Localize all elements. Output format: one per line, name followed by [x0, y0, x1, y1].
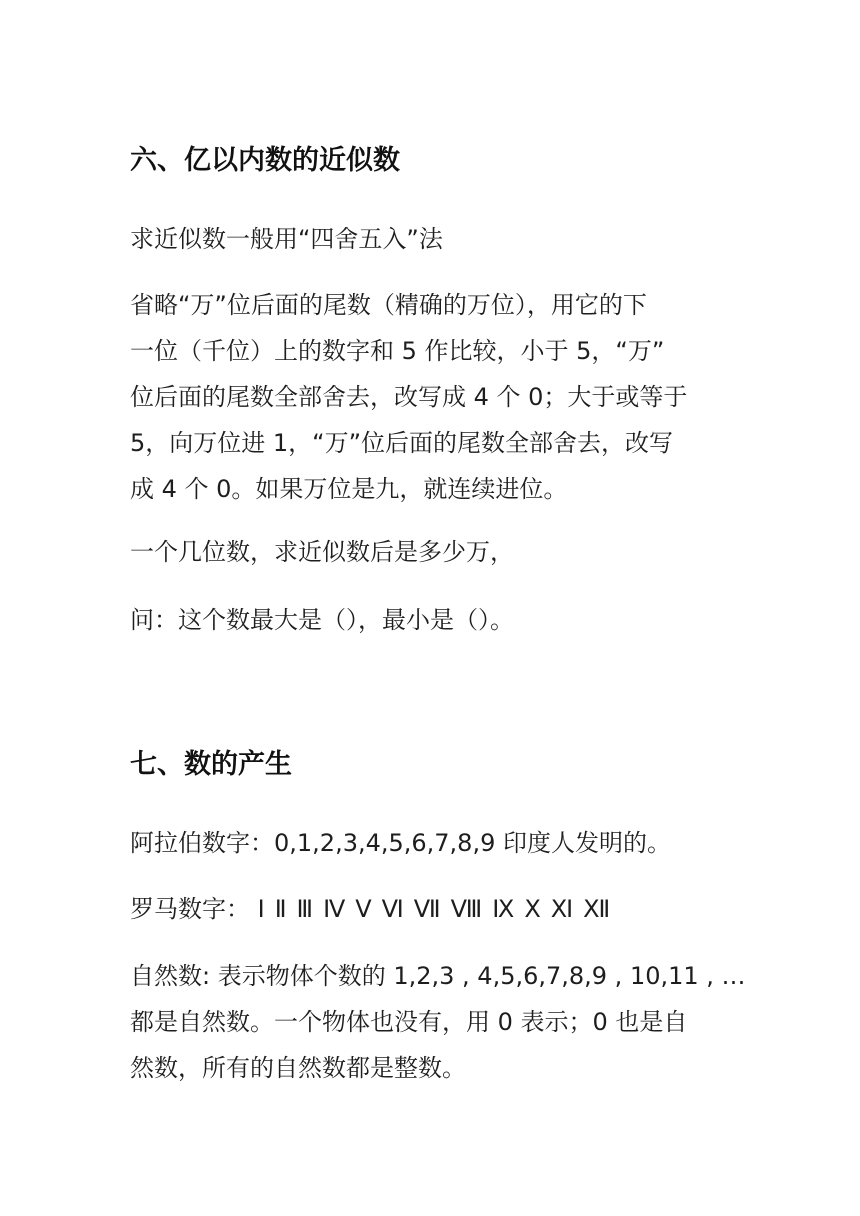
- roman-numeral: Ⅶ: [413, 895, 441, 923]
- text-line: 然数，所有的自然数都是整数。: [130, 1054, 466, 1082]
- roman-numeral: Ⅸ: [492, 895, 515, 923]
- roman-numeral: Ⅵ: [381, 895, 404, 923]
- roman-numeral: Ⅺ: [550, 895, 574, 923]
- roman-numeral: Ⅴ: [355, 895, 372, 923]
- section-6-title: 六、亿以内数的近似数: [130, 145, 400, 176]
- roman-numeral: Ⅲ: [296, 895, 314, 923]
- section-7-paragraph-2: [130, 886, 730, 932]
- section-7-paragraph-3: [130, 953, 746, 1091]
- text-line: 一位（千位）上的数字和 5 作比较，小于 5，“万”: [130, 337, 665, 365]
- section-6-paragraph-3: 一个几位数，求近似数后是多少万，: [130, 538, 514, 566]
- text-line: 都是自然数。一个物体也没有，用 0 表示；0 也是自: [130, 1008, 688, 1036]
- section-7-paragraph-1: 阿拉伯数字：0,1,2,3,4,5,6,7,8,9 印度人发明的。: [130, 829, 671, 857]
- text-line: 成 4 个 0。如果万位是九，就连续进位。: [130, 475, 568, 503]
- text-line: 5，向万位进 1，“万”位后面的尾数全部舍去，改写: [130, 429, 674, 457]
- roman-numerals-line: [130, 886, 730, 932]
- roman-numeral: Ⅳ: [323, 895, 346, 923]
- text-line: 省略“万”位后面的尾数（精确的万位），用它的下: [130, 291, 647, 319]
- roman-numeral: Ⅰ: [257, 895, 265, 923]
- section-6-paragraph-2: [130, 282, 730, 512]
- text-line: 位后面的尾数全部舍去，改写成 4 个 0；大于或等于: [130, 383, 688, 411]
- roman-numerals-label: 罗马数字：: [130, 895, 250, 923]
- roman-numeral: Ⅷ: [450, 895, 483, 923]
- section-7-title: 七、数的产生: [130, 749, 292, 780]
- roman-numeral: Ⅹ: [524, 895, 541, 923]
- section-6-paragraph-1: 求近似数一般用“四舍五入”法: [130, 225, 443, 253]
- roman-numeral: Ⅻ: [583, 895, 611, 923]
- section-6-paragraph-4: 问：这个数最大是（），最小是（）。: [130, 606, 514, 634]
- roman-numerals-list: [258, 895, 621, 923]
- text-line: 自然数: 表示物体个数的 1,2,3 , 4,5,6,7,8,9 , 10,11 , …: [130, 962, 746, 990]
- roman-numeral: Ⅱ: [274, 895, 287, 923]
